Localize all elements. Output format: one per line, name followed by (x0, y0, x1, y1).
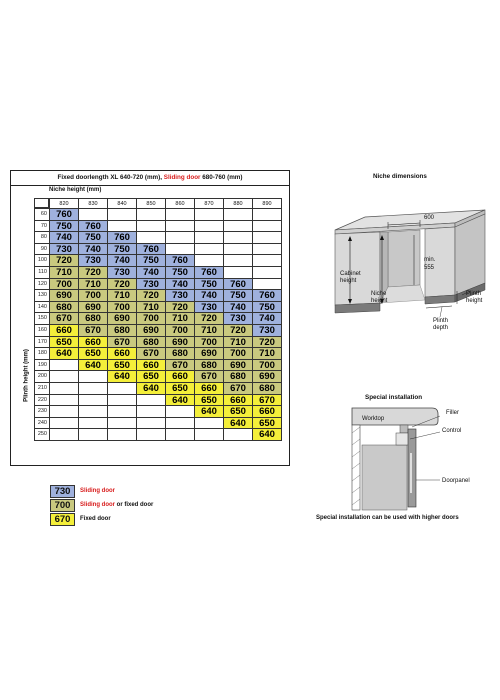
plinth-height-axis-label: Plinth height (mm) (23, 349, 30, 402)
table-empty-cell (78, 428, 108, 441)
table-value-cell: 650 (223, 405, 253, 418)
legend-label (80, 516, 111, 522)
table-value-cell: 740 (49, 231, 79, 244)
filler-label: Filler (446, 410, 459, 416)
column-header: 820 (49, 198, 79, 209)
table-value-cell: 730 (136, 278, 166, 291)
niche-dimensions-title: Niche dimensions (373, 173, 427, 180)
table-value-cell: 680 (252, 382, 282, 395)
special-installation-title: Special installation (365, 394, 423, 401)
row-header: 150 (34, 312, 50, 325)
table-value-cell: 750 (194, 278, 224, 291)
door-length-table (10, 170, 290, 466)
table-value-cell: 750 (165, 266, 195, 279)
table-value-cell: 750 (107, 243, 137, 256)
table-value-cell: 700 (78, 289, 108, 302)
table-empty-cell (136, 428, 166, 441)
table-value-cell: 690 (223, 359, 253, 372)
table-value-cell: 640 (49, 347, 79, 360)
row-header: 140 (34, 301, 50, 314)
row-header: 80 (34, 231, 50, 244)
legend-label-red: Sliding door (80, 488, 115, 494)
table-value-cell: 670 (165, 359, 195, 372)
table-value-cell: 760 (49, 208, 79, 221)
table-value-cell: 720 (223, 324, 253, 337)
table-value-cell: 700 (49, 278, 79, 291)
table-value-cell: 690 (49, 289, 79, 302)
table-value-cell: 750 (78, 231, 108, 244)
legend-item (50, 513, 270, 527)
table-value-cell: 640 (165, 394, 195, 407)
legend-swatch: 730 (50, 485, 75, 498)
table-value-cell: 670 (107, 336, 137, 349)
table-value-cell: 720 (136, 289, 166, 302)
table-value-cell: 730 (194, 301, 224, 314)
table-value-cell: 640 (78, 359, 108, 372)
table-value-cell: 720 (252, 336, 282, 349)
table-value-cell: 760 (223, 278, 253, 291)
table-value-cell: 660 (49, 324, 79, 337)
table-value-cell: 690 (78, 301, 108, 314)
table-title-part3: 680-760 (mm) (200, 174, 243, 181)
table-value-cell: 720 (78, 266, 108, 279)
table-value-cell: 710 (252, 347, 282, 360)
table-value-cell: 670 (49, 312, 79, 325)
table-value-cell: 680 (107, 324, 137, 337)
niche-height-axis-label: Niche height (mm) (49, 187, 102, 193)
control-label: Control (442, 428, 462, 434)
row-header: 180 (34, 347, 50, 360)
table-title-sliding: Sliding door (163, 174, 201, 181)
table-title-part1: Fixed doorlength XL 640-720 (mm), (57, 174, 164, 181)
table-value-cell: 750 (136, 254, 166, 267)
table-value-cell: 690 (194, 347, 224, 360)
table-value-cell: 710 (194, 324, 224, 337)
column-header: 850 (136, 198, 166, 209)
table-value-cell: 640 (136, 382, 166, 395)
legend-label-red: Sliding door (80, 502, 115, 508)
table-value-cell: 700 (136, 312, 166, 325)
table-value-cell: 650 (78, 347, 108, 360)
table-value-cell: 720 (107, 278, 137, 291)
legend-item (50, 499, 270, 513)
table-value-cell: 640 (194, 405, 224, 418)
legend-swatch: 670 (50, 513, 75, 526)
table-value-cell: 700 (107, 301, 137, 314)
table-value-cell: 690 (136, 324, 166, 337)
table-empty-cell (107, 428, 137, 441)
table-value-cell: 650 (136, 370, 166, 383)
niche-dimensions-illustration (330, 205, 490, 335)
row-header: 160 (34, 324, 50, 337)
table-value-cell: 650 (107, 359, 137, 372)
table-value-cell: 760 (194, 266, 224, 279)
table-value-cell: 640 (252, 428, 282, 441)
table-value-cell: 690 (252, 370, 282, 383)
table-corner-cell (34, 198, 49, 208)
column-header: 840 (107, 198, 137, 209)
niche-height-label: Niche height (371, 291, 388, 304)
table-value-cell: 660 (78, 336, 108, 349)
table-value-cell: 700 (223, 347, 253, 360)
table-empty-cell (194, 428, 224, 441)
row-header: 230 (34, 405, 50, 418)
table-value-cell: 650 (194, 394, 224, 407)
table-value-cell: 730 (78, 254, 108, 267)
legend-label-black: or fixed door (115, 502, 154, 508)
table-value-cell: 710 (165, 312, 195, 325)
table-value-cell: 670 (223, 382, 253, 395)
table-value-cell: 720 (49, 254, 79, 267)
table-value-cell: 670 (252, 394, 282, 407)
table-value-cell: 690 (107, 312, 137, 325)
table-value-cell: 640 (223, 417, 253, 430)
table-value-cell: 760 (78, 220, 108, 233)
table-value-cell: 760 (252, 289, 282, 302)
table-empty-cell (223, 428, 253, 441)
column-header: 830 (78, 198, 108, 209)
table-value-cell: 660 (107, 347, 137, 360)
table-value-cell: 740 (78, 243, 108, 256)
table-value-cell: 700 (252, 359, 282, 372)
row-header: 170 (34, 336, 50, 349)
row-header: 250 (34, 428, 50, 441)
table-value-cell: 710 (136, 301, 166, 314)
table-value-cell: 710 (223, 336, 253, 349)
legend-item (50, 485, 270, 499)
table-value-cell: 730 (223, 312, 253, 325)
table-value-cell: 680 (49, 301, 79, 314)
table-value-cell: 760 (136, 243, 166, 256)
special-installation-note: Special installation can be used with higher doors (316, 515, 459, 521)
table-value-cell: 720 (194, 312, 224, 325)
table-value-cell: 660 (136, 359, 166, 372)
table-value-cell: 740 (194, 289, 224, 302)
table-empty-cell (49, 428, 79, 441)
table-value-cell: 660 (194, 382, 224, 395)
row-header: 210 (34, 382, 50, 395)
table-value-cell: 650 (49, 336, 79, 349)
doorpanel-label: Doorpanel (442, 478, 470, 484)
table-value-cell: 740 (165, 278, 195, 291)
table-value-cell: 750 (223, 289, 253, 302)
table-value-cell: 730 (107, 266, 137, 279)
plinth-depth-label: Plinth depth (433, 318, 449, 331)
table-value-cell: 680 (136, 336, 166, 349)
table-value-cell: 660 (252, 405, 282, 418)
table-value-cell: 650 (252, 417, 282, 430)
row-header: 90 (34, 243, 50, 256)
table-value-cell: 680 (194, 359, 224, 372)
niche-min-value-label: 555 (424, 265, 435, 271)
table-empty-cell (165, 428, 195, 441)
table-value-cell: 660 (223, 394, 253, 407)
title-divider (11, 185, 289, 186)
row-header: 110 (34, 266, 50, 279)
table-value-cell: 660 (165, 370, 195, 383)
table-value-cell: 740 (252, 312, 282, 325)
table-value-cell: 700 (165, 324, 195, 337)
row-header: 70 (34, 220, 50, 233)
column-header: 880 (223, 198, 253, 209)
table-value-cell: 670 (78, 324, 108, 337)
cabinet-height-label: Cabinet height (340, 271, 361, 284)
table-value-cell: 760 (107, 231, 137, 244)
row-header: 100 (34, 254, 50, 267)
table-value-cell: 750 (252, 301, 282, 314)
table-title (11, 171, 289, 184)
row-header: 60 (34, 208, 50, 221)
table-value-cell: 720 (165, 301, 195, 314)
legend-label (80, 502, 153, 508)
row-header: 190 (34, 359, 50, 372)
table-value-cell: 710 (78, 278, 108, 291)
table-value-cell: 710 (107, 289, 137, 302)
legend-label-black: Fixed door (80, 516, 111, 522)
table-value-cell: 760 (165, 254, 195, 267)
table-value-cell: 750 (49, 220, 79, 233)
table-value-cell: 740 (136, 266, 166, 279)
table-value-cell: 690 (165, 336, 195, 349)
row-header: 200 (34, 370, 50, 383)
table-value-cell: 740 (107, 254, 137, 267)
table-value-cell: 740 (223, 301, 253, 314)
table-value-cell: 730 (252, 324, 282, 337)
column-header: 860 (165, 198, 195, 209)
worktop-label: Worktop (362, 416, 385, 422)
table-value-cell: 730 (165, 289, 195, 302)
table-value-cell: 670 (194, 370, 224, 383)
row-header: 220 (34, 394, 50, 407)
table-value-cell: 680 (78, 312, 108, 325)
niche-width-label: 600 (424, 215, 435, 221)
table-value-cell: 650 (165, 382, 195, 395)
table-value-cell: 710 (49, 266, 79, 279)
table-value-cell: 730 (49, 243, 79, 256)
table-value-cell: 700 (194, 336, 224, 349)
row-header: 240 (34, 417, 50, 430)
column-header: 890 (252, 198, 282, 209)
row-header: 130 (34, 289, 50, 302)
table-value-cell: 680 (223, 370, 253, 383)
table-value-cell: 640 (107, 370, 137, 383)
niche-min-label: min. (424, 257, 436, 263)
legend-swatch: 700 (50, 499, 75, 512)
plinth-height-label: Plinth height (466, 291, 483, 304)
legend-label (80, 488, 115, 494)
table-value-cell: 680 (165, 347, 195, 360)
table-value-cell: 670 (136, 347, 166, 360)
column-header: 870 (194, 198, 224, 209)
row-header: 120 (34, 278, 50, 291)
